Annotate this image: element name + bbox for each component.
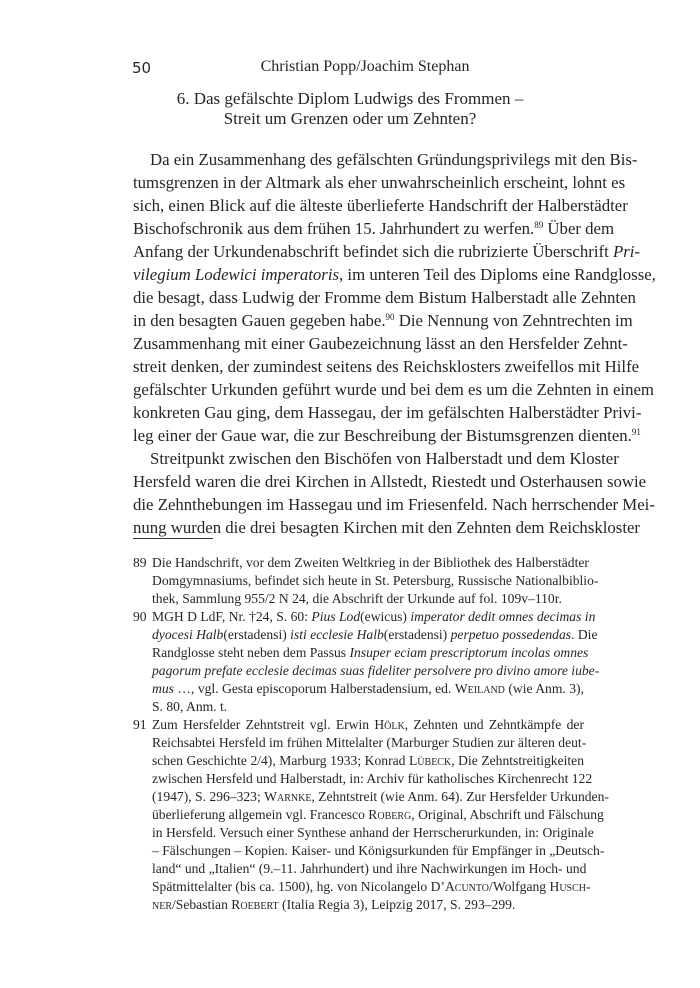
- italic-text: mus: [152, 681, 174, 696]
- body-line: streit denken, der zumindest seitens des Reichsklosters zweifellos mit Hilfe: [133, 357, 640, 376]
- footnote-line: land“ und „Italien“ (9.–11. Jahrhundert) und ihre Nachwirkungen im Hoch- und: [152, 861, 587, 876]
- footnote-line: [152, 645, 589, 661]
- footnote-ref[interactable]: 89: [534, 220, 544, 230]
- text: (1947), S. 296–323;: [152, 789, 265, 804]
- section-heading: [130, 89, 570, 129]
- footnote-line: [152, 663, 600, 679]
- footnote-line: [152, 627, 598, 643]
- body-line: [133, 426, 641, 446]
- footnote-rule: [133, 538, 213, 539]
- text: Die Nennung von Zehntrechten im: [394, 311, 633, 330]
- footnote-line: in Hersfeld. Versuch einer Synthese anhand der Herrscherurkunden, in: Originale: [152, 825, 594, 840]
- footnote-line: [152, 753, 584, 769]
- footnote-line: [152, 879, 591, 895]
- section-heading-line: Streit um Grenzen oder um Zehnten?: [223, 109, 477, 128]
- footnote-line: [152, 897, 584, 913]
- text: (ewicus): [360, 609, 411, 624]
- body-line: tumsgrenzen in der Altmark als eher unwahrscheinlich erscheint, lohnt es: [133, 173, 626, 192]
- footnote-number: 91: [133, 717, 147, 732]
- text: MGH D LdF, Nr. †24, S. 60:: [152, 609, 312, 624]
- author-name: Lübeck: [409, 753, 452, 768]
- text: , Zehnten und Zehntkämpfe der: [404, 717, 584, 732]
- footnote-line: [152, 789, 609, 805]
- footnote-line: S. 80, Anm. t.: [152, 699, 228, 714]
- text: , Zehntstreit (wie Anm. 64). Zur Hersfelder Urkunden-: [311, 789, 609, 804]
- text: Über dem: [543, 219, 615, 238]
- footnote-line: – Fälschungen – Kopien. Kaiser- und Königsurkunden für Empfänger in „Deutsch-: [152, 843, 605, 858]
- text: in den besagten Gauen gegeben habe.: [133, 311, 386, 330]
- text: leg einer der Gaue war, die zur Beschreibung der Bistumsgrenzen dienten.: [133, 426, 632, 445]
- text: Anfang der Urkundenabschrift befindet sich die rubrizierte Überschrift: [133, 242, 609, 261]
- running-head: Christian Popp/Joachim Stephan: [260, 58, 470, 75]
- body-line: Hersfeld waren die drei Kirchen in Allstedt, Riestedt und Osterhausen sowie: [133, 472, 647, 491]
- text: (wie Anm. 3),: [504, 681, 584, 696]
- text: , im unteren Teil des Diploms eine Randglosse,: [339, 265, 656, 284]
- footnote-line: [152, 681, 584, 697]
- italic-text: Insuper eciam prescriptorum incolas omnes: [349, 645, 589, 660]
- footnote-number: 89: [133, 555, 147, 570]
- text: (erstadensi): [223, 627, 291, 642]
- section-heading-line: 6. Das gefälschte Diplom Ludwigs des Frommen –: [176, 89, 524, 108]
- body-line: gefälschter Urkunden geführt wurde und bei dem es um die Zehnten in einem: [133, 380, 654, 399]
- italic-text: imperator dedit omnes decimas in: [410, 609, 596, 624]
- italic-text: perpetuo possedendas: [450, 627, 572, 642]
- italic-text: isti ecclesie Halb: [290, 627, 384, 642]
- text: Randglosse steht neben dem Passus: [152, 645, 350, 660]
- footnote-line: Reichsabtei Hersfeld im frühen Mittelalter (Marburger Studien zur älteren deut-: [152, 735, 587, 750]
- italic-text: vilegium Lodewici imperatoris: [133, 265, 340, 284]
- footnote-ref[interactable]: 91: [631, 427, 641, 437]
- page-number: 50: [132, 59, 152, 77]
- author-name: Roebert: [231, 897, 279, 912]
- footnote-line: zwischen Hersfeld und Halberstadt, in: Archiv für katholisches Kirchenrecht 122: [152, 771, 593, 786]
- text: Spätmittelalter (bis ca. 1500), hg. von Nicolangelo D’: [152, 879, 445, 894]
- footnote-line: [152, 807, 604, 823]
- text: Zum Hersfelder Zehntstreit vgl. Erwin: [152, 717, 375, 732]
- author-name: ner: [152, 897, 172, 912]
- text: schen Geschichte 2/4), Marburg 1933; Konrad: [152, 753, 409, 768]
- author-name: Acunto: [444, 879, 490, 894]
- text: (erstadensi): [383, 627, 451, 642]
- text: Bischofschronik aus dem frühen 15. Jahrhundert zu werfen.: [133, 219, 535, 238]
- footnote-line: thek, Sammlung 955/2 N 24, die Abschrift der Urkunde auf fol. 109v–110r.: [152, 591, 562, 606]
- footnote-line: [152, 609, 596, 625]
- text: , Die Zehntstreitigkeiten: [451, 753, 585, 768]
- italic-text: Pius Lod: [311, 609, 361, 624]
- text: überlieferung allgemein vgl. Francesco: [152, 807, 369, 822]
- body-line: nung wurden die drei besagten Kirchen mit den Zehnten dem Reichskloster: [133, 518, 641, 537]
- body-line: Da ein Zusammenhang des gefälschten Gründungsprivilegs mit den Bis-: [150, 150, 638, 169]
- italic-text: pagorum prefate ecclesie decimas suas fideliter persolvere pro divino amore iube-: [152, 663, 600, 678]
- author-name: Roberg: [368, 807, 412, 822]
- text: , Original, Abschrift und Fälschung: [411, 807, 604, 822]
- body-line: Streitpunkt zwischen den Bischöfen von Halberstadt und dem Kloster: [150, 449, 619, 468]
- body-line: [133, 265, 656, 285]
- italic-text: dyocesi Halb: [152, 627, 224, 642]
- body-line: die besagt, dass Ludwig der Fromme dem Bistum Halberstadt alle Zehnten: [133, 288, 636, 307]
- footnote-number: 90: [133, 609, 147, 624]
- text: /Sebastian: [172, 897, 232, 912]
- author-name: Warnke: [264, 789, 312, 804]
- footnote-line: Domgymnasiums, befindet sich heute in St. Petersburg, Russische Nationalbiblio-: [152, 573, 599, 588]
- body-line: sich, einen Blick auf die älteste überlieferte Handschrift der Halberstädter: [133, 196, 628, 215]
- text: /Wolfgang: [489, 879, 550, 894]
- italic-text: Pri-: [608, 242, 640, 261]
- author-name: Weiland: [454, 681, 505, 696]
- body-line: die Zehnthebungen im Hassegau und im Friesenfeld. Nach herrschender Mei-: [133, 495, 655, 514]
- author-name: Hölk: [374, 717, 405, 732]
- body-line: [133, 219, 615, 239]
- text: . Die: [571, 627, 598, 642]
- body-line: [133, 242, 640, 262]
- body-line: Zusammenhang mit einer Gaubezeichnung lässt an den Hersfelder Zehnt-: [133, 334, 628, 353]
- footnote-line: Die Handschrift, vor dem Zweiten Weltkrieg in der Bibliothek des Halberstädter: [152, 555, 589, 570]
- text: …, vgl. Gesta episcoporum Halberstadensium, ed.: [173, 681, 455, 696]
- text: (Italia Regia 3), Leipzig 2017, S. 293–299.: [278, 897, 516, 912]
- footnote-line: [152, 717, 584, 733]
- body-line: [133, 311, 633, 331]
- body-line: konkreten Gau ging, dem Hassegau, der im gefälschten Halberstädter Privi-: [133, 403, 642, 422]
- footnote-ref[interactable]: 90: [385, 312, 395, 322]
- author-name: Husch-: [549, 879, 591, 894]
